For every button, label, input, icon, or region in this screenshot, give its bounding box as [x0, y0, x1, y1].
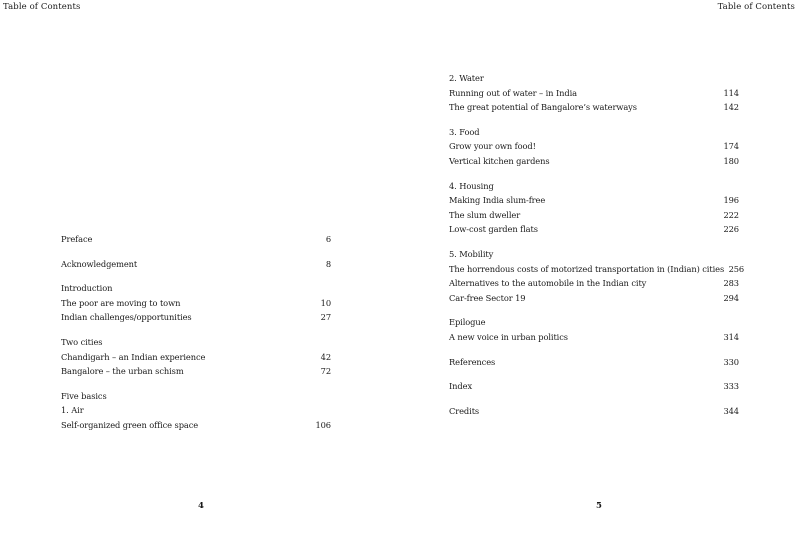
toc-entry-page: 114	[723, 87, 739, 98]
toc-entry[interactable]	[449, 208, 739, 223]
toc-entry-title: The great potential of Bangalore’s waterways	[449, 102, 637, 113]
toc-entry[interactable]	[449, 193, 739, 208]
toc-section	[449, 247, 745, 305]
toc-entry-page: 226	[723, 224, 739, 235]
toc-section	[61, 232, 331, 247]
toc-entry-page: 344	[723, 405, 739, 416]
toc-list	[61, 232, 331, 443]
toc-entry[interactable]	[449, 100, 739, 115]
toc-section-heading: Two cities	[61, 336, 103, 347]
toc-entry-title: Making India slum-free	[449, 195, 546, 206]
toc-section	[449, 125, 739, 169]
toc-list	[449, 71, 745, 428]
toc-entry-page: 330	[723, 356, 739, 367]
toc-entry-title: Running out of water – in India	[449, 87, 577, 98]
toc-entry[interactable]	[61, 257, 331, 272]
toc-entry-page: 283	[723, 278, 739, 289]
toc-entry[interactable]	[449, 86, 739, 101]
toc-entry-title: Car-free Sector 19	[449, 292, 526, 303]
toc-section	[61, 281, 331, 325]
toc-entry-page: 106	[315, 419, 331, 430]
toc-entry-title: The horrendous costs of motorized transportation in (Indian) cities	[449, 263, 725, 274]
toc-entry[interactable]	[449, 262, 745, 277]
toc-entry-page: 6	[325, 234, 331, 244]
toc-entry-title: Preface	[61, 234, 93, 244]
toc-entry[interactable]	[449, 355, 739, 370]
toc-section	[449, 379, 739, 394]
running-head: Table of Contents	[717, 2, 795, 12]
toc-section-heading: Five basics	[61, 390, 107, 401]
toc-entry-page: 294	[723, 292, 739, 303]
toc-entry-title: The poor are moving to town	[61, 297, 181, 308]
toc-entry-title: Acknowledgement	[61, 258, 138, 269]
toc-entry-title: Indian challenges/opportunities	[61, 312, 192, 323]
page-number: 5	[596, 501, 602, 511]
right-page	[400, 0, 800, 534]
toc-entry-page: 222	[723, 209, 739, 220]
toc-section	[449, 315, 739, 344]
toc-entry[interactable]	[61, 418, 331, 433]
toc-section-heading: 5. Mobility	[449, 248, 494, 259]
page-number: 4	[198, 501, 204, 511]
toc-entry-title: Bangalore – the urban schism	[61, 366, 184, 377]
toc-subsection-heading: 1. Air	[61, 405, 84, 416]
toc-entry-page: 196	[723, 195, 739, 206]
toc-entry[interactable]	[61, 310, 331, 325]
toc-entry[interactable]	[61, 350, 331, 365]
toc-entry[interactable]	[449, 379, 739, 394]
toc-entry-title: The slum dweller	[449, 209, 521, 220]
toc-entry-page: 314	[723, 331, 739, 342]
running-head: Table of Contents	[3, 2, 81, 12]
toc-section-heading: 3. Food	[449, 126, 480, 137]
toc-section	[449, 71, 739, 115]
toc-entry[interactable]	[449, 330, 739, 345]
toc-entry[interactable]	[449, 404, 739, 419]
toc-entry-title: Index	[449, 381, 473, 392]
toc-entry-page: 10	[320, 297, 331, 308]
toc-entry[interactable]	[449, 222, 739, 237]
toc-entry-page: 8	[325, 258, 331, 269]
toc-entry-page: 42	[320, 351, 331, 362]
toc-section-heading: 4. Housing	[449, 180, 494, 191]
toc-section	[61, 335, 331, 379]
toc-entry-title: Vertical kitchen gardens	[449, 155, 550, 166]
toc-entry-title: Chandigarh – an Indian experience	[61, 351, 206, 362]
toc-entry[interactable]	[61, 364, 331, 379]
toc-section-heading: 2. Water	[449, 73, 484, 83]
toc-entry-page: 180	[723, 155, 739, 166]
toc-entry[interactable]	[449, 154, 739, 169]
toc-entry[interactable]	[449, 276, 739, 291]
toc-entry[interactable]	[61, 296, 331, 311]
toc-section	[449, 404, 739, 419]
toc-entry[interactable]	[449, 139, 739, 154]
toc-entry-title: Alternatives to the automobile in the Indian city	[449, 278, 647, 289]
toc-entry-title: Grow your own food!	[449, 141, 536, 152]
toc-section-heading: Introduction	[61, 283, 113, 294]
toc-entry[interactable]	[449, 291, 739, 306]
toc-section-heading: Epilogue	[449, 317, 486, 328]
toc-entry-page: 72	[320, 366, 331, 377]
toc-entry-page: 27	[320, 312, 331, 323]
toc-entry-title: Low-cost garden flats	[449, 224, 538, 235]
toc-entry-title: References	[449, 356, 496, 367]
toc-section	[449, 355, 739, 370]
toc-section	[61, 257, 331, 272]
toc-entry-page: 333	[723, 381, 739, 392]
toc-entry-page: 174	[723, 141, 739, 152]
toc-section	[449, 179, 739, 237]
toc-entry-title: Self-organized green office space	[61, 419, 199, 430]
toc-entry[interactable]	[61, 232, 331, 247]
toc-entry-page: 256	[728, 263, 745, 274]
toc-entry-title: A new voice in urban politics	[449, 331, 568, 342]
toc-section	[61, 389, 331, 433]
toc-entry-page: 142	[723, 102, 739, 113]
toc-entry-title: Credits	[449, 405, 480, 416]
